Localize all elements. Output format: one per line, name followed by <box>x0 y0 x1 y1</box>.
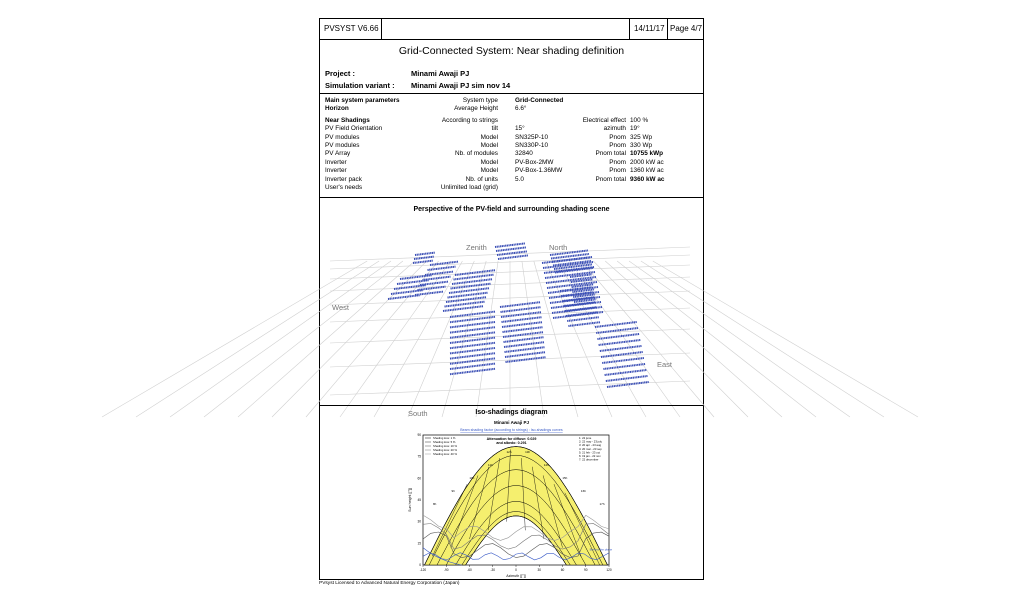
param-c2: Model <box>480 167 498 175</box>
hour-label: 15h <box>562 476 568 481</box>
x-tick-label: -90 <box>443 568 449 572</box>
loss-legend-item: Shading loss: 5 % <box>433 440 456 444</box>
hour-label: 11h <box>488 463 493 468</box>
param-c3: 32840 <box>515 150 533 158</box>
grid-line <box>102 261 367 417</box>
report-date: 14/11/17 <box>630 19 668 39</box>
x-tick-label: 120 <box>606 568 612 572</box>
west-label: West <box>332 303 349 312</box>
param-row <box>325 176 698 184</box>
pv-row <box>450 322 495 327</box>
param-c5: 10755 kWp <box>630 150 664 158</box>
param-c5: 9360 kW ac <box>630 175 665 183</box>
param-c4: Pnom <box>609 158 626 166</box>
y-tick-label: 75 <box>417 454 421 459</box>
pv-row <box>503 327 543 332</box>
attenuation-diffuse: Attenuation for diffuse: 0.029 <box>486 437 537 441</box>
pv-row <box>607 382 649 387</box>
param-c3: 6.6° <box>515 105 527 113</box>
loss-legend-item: Shading loss: 20 % <box>433 448 457 452</box>
date-legend-item: 1: 22 june <box>579 436 592 440</box>
pv-row <box>597 334 639 339</box>
pv-row <box>498 255 528 259</box>
page-header <box>320 19 703 40</box>
x-tick-label: 30 <box>537 568 542 572</box>
param-c4: Pnom total <box>595 175 626 183</box>
grid-line <box>136 261 379 417</box>
pv-row <box>496 247 526 251</box>
date-legend-item: 6: 19 jan - 22 nov <box>579 454 601 458</box>
param-c3: SN325P-10 <box>515 133 549 141</box>
pv-row <box>450 338 495 343</box>
param-c5: 19° <box>630 125 640 133</box>
param-c4: Pnom <box>609 167 626 175</box>
hour-label: 13h <box>525 450 531 455</box>
param-c2: According to strings <box>441 116 498 124</box>
x-tick-label: 0 <box>515 568 517 572</box>
param-c1: Horizon <box>325 105 349 113</box>
pv-row <box>567 317 599 321</box>
divider <box>320 405 703 406</box>
pv-row <box>415 253 435 255</box>
param-c2: Model <box>480 133 498 141</box>
param-row <box>325 105 698 113</box>
report-page <box>319 18 704 580</box>
y-tick-label: 90 <box>417 433 421 437</box>
date-legend-item: 2: 22 may - 23 july <box>579 439 602 444</box>
grid-line <box>605 261 782 417</box>
iso-caption: Beam shading factor (according to strings) : Iso-shadings curves <box>460 428 563 432</box>
perspective-title: Perspective of the PV-field and surrounding shading scene <box>413 206 610 213</box>
grid-line <box>170 261 391 417</box>
param-row <box>325 117 698 125</box>
variant-label: Simulation variant : <box>325 81 395 90</box>
param-c4: Pnom total <box>595 150 626 158</box>
iso-subtitle: Minami Awaji PJ <box>493 420 530 425</box>
pv-row <box>450 343 495 348</box>
grid-line <box>593 261 748 417</box>
param-c2: Average Height <box>454 105 498 113</box>
pv-row <box>450 317 495 322</box>
pv-row <box>603 364 645 369</box>
pv-row <box>450 348 495 353</box>
pv-row <box>388 295 420 299</box>
divider <box>320 197 703 198</box>
date-legend-item: 5: 21 feb - 23 oct <box>579 450 600 455</box>
pv-row <box>500 302 540 307</box>
variant-row <box>325 81 511 90</box>
param-c2: Nb. of units <box>465 175 498 183</box>
pv-row <box>503 332 543 337</box>
param-row <box>325 150 698 158</box>
variant-value: Minami Awaji PJ sim nov 14 <box>411 81 511 90</box>
param-c1: PV modules <box>325 141 360 149</box>
param-c5: 100 % <box>630 116 649 124</box>
grid-line <box>641 261 884 417</box>
pv-row <box>502 317 542 322</box>
param-c3: PV-Box-1.36MW <box>515 167 563 175</box>
south-label: South <box>408 409 428 418</box>
grid-line <box>272 261 427 417</box>
param-row <box>325 97 698 105</box>
param-row <box>325 142 698 150</box>
hour-label: 8h <box>432 502 437 507</box>
param-c1: User's needs <box>325 183 363 191</box>
pv-row <box>428 267 456 270</box>
pv-row <box>497 251 527 255</box>
x-tick-label: -120 <box>419 568 427 572</box>
param-c2: Model <box>480 141 498 149</box>
east-label: East <box>657 360 673 369</box>
param-c3: PV-Box-2MW <box>515 158 554 166</box>
divider <box>320 93 703 94</box>
x-tick-label: 90 <box>583 568 588 572</box>
y-tick-label: 45 <box>417 498 421 502</box>
param-c1: Inverter <box>325 158 347 166</box>
pv-row <box>605 370 647 375</box>
param-c5: 1360 kW ac <box>630 167 664 175</box>
x-axis-label: Azimuth [[°]] <box>506 574 526 578</box>
param-c1: Inverter pack <box>325 175 362 183</box>
zenith-label: Zenith <box>466 243 487 252</box>
grid-line <box>617 261 816 417</box>
param-c4: Pnom <box>609 141 626 149</box>
hour-label: 9h <box>451 489 455 494</box>
pv-row <box>504 337 544 342</box>
hour-label: 10h <box>469 476 475 481</box>
x-tick-label: -30 <box>490 568 496 572</box>
param-c2: tilt <box>491 125 498 133</box>
param-row <box>325 167 698 175</box>
param-c1: PV modules <box>325 133 360 141</box>
pv-row <box>606 376 648 381</box>
attenuation-albedo: and albedo: 0.291 <box>496 441 527 445</box>
pv-row <box>450 353 495 358</box>
page-number: Page 4/7 <box>670 24 703 33</box>
param-c4: Pnom <box>609 133 626 141</box>
pv-row <box>505 352 545 357</box>
hour-label: 12h <box>506 450 512 455</box>
software-version: PVSYST V6.66 <box>320 19 382 39</box>
pv-row <box>450 369 495 374</box>
iso-shadings-diagram <box>320 417 703 579</box>
date-legend-item: 4: 20 mar - 23 sep <box>579 446 602 451</box>
param-c1: Main system parameters <box>325 97 400 104</box>
param-row <box>325 184 698 192</box>
x-tick-label: 60 <box>560 568 565 572</box>
param-c3: Grid-Connected <box>515 97 564 104</box>
license-footer: PVsyst Licensed to Advanced Natural Energy Corporation (Japan) <box>319 581 460 586</box>
date-legend-item: 7: 22 december <box>579 457 599 462</box>
pv-row <box>501 307 541 312</box>
pv-row <box>505 347 545 352</box>
param-c4: azimuth <box>603 125 626 133</box>
param-row <box>325 125 698 133</box>
y-tick-label: 15 <box>417 541 421 546</box>
project-label: Project : <box>325 69 356 78</box>
param-c2: Unlimited load (grid) <box>440 183 498 191</box>
y-tick-label: 30 <box>417 519 421 524</box>
param-c2: Nb. of modules <box>455 150 498 158</box>
param-c4: Electrical effect <box>582 116 626 124</box>
pv-row <box>602 358 644 363</box>
loss-legend-item: Shading loss: 40 % <box>433 452 457 456</box>
param-c5: 2000 kW ac <box>630 158 664 166</box>
pv-row <box>570 274 592 277</box>
hour-label: 16h <box>580 489 586 494</box>
pv-row <box>397 280 429 284</box>
page-title: Grid-Connected System: Near shading definition <box>398 45 625 57</box>
param-c1: Near Shadings <box>325 116 370 124</box>
param-c1: PV Array <box>325 150 351 158</box>
behind-plane-label: Behind the plane <box>589 547 613 552</box>
pv-row <box>495 243 525 247</box>
param-row <box>325 134 698 142</box>
project-value: Minami Awaji PJ <box>411 69 470 78</box>
project-row <box>325 69 470 78</box>
param-c5: 330 Wp <box>630 141 653 149</box>
loss-legend-item: Shading loss: 1 % <box>433 436 456 440</box>
system-parameters <box>325 97 698 192</box>
hour-label: 17h <box>599 502 605 507</box>
param-c3: SN330P-10 <box>515 141 549 149</box>
y-tick-label: 60 <box>417 476 421 481</box>
param-c3: 5.0 <box>515 175 524 183</box>
param-c5: 325 Wp <box>630 133 653 141</box>
param-c2: Model <box>480 158 498 166</box>
pv-row <box>502 322 542 327</box>
hour-label: 14h <box>543 463 549 468</box>
param-c2: System type <box>462 97 498 104</box>
param-c1: PV Field Orientation <box>325 125 383 133</box>
y-tick-label: 0 <box>419 563 421 567</box>
north-label: North <box>549 243 568 252</box>
param-c3: 15° <box>515 125 525 133</box>
loss-legend-item: Shading loss: 10 % <box>433 444 457 448</box>
x-tick-label: -60 <box>467 568 472 572</box>
grid-line <box>238 261 415 417</box>
param-row <box>325 159 698 167</box>
grid-line <box>653 261 918 417</box>
param-c1: Inverter <box>325 167 347 175</box>
grid-line <box>629 261 850 417</box>
date-legend-item: 3: 20 apr - 23 aug <box>579 443 602 448</box>
iso-title: Iso-shadings diagram <box>475 409 548 416</box>
pv-row <box>413 261 433 263</box>
header-spacer <box>382 19 630 39</box>
y-axis-label: Sun height [[°]] <box>408 488 412 512</box>
